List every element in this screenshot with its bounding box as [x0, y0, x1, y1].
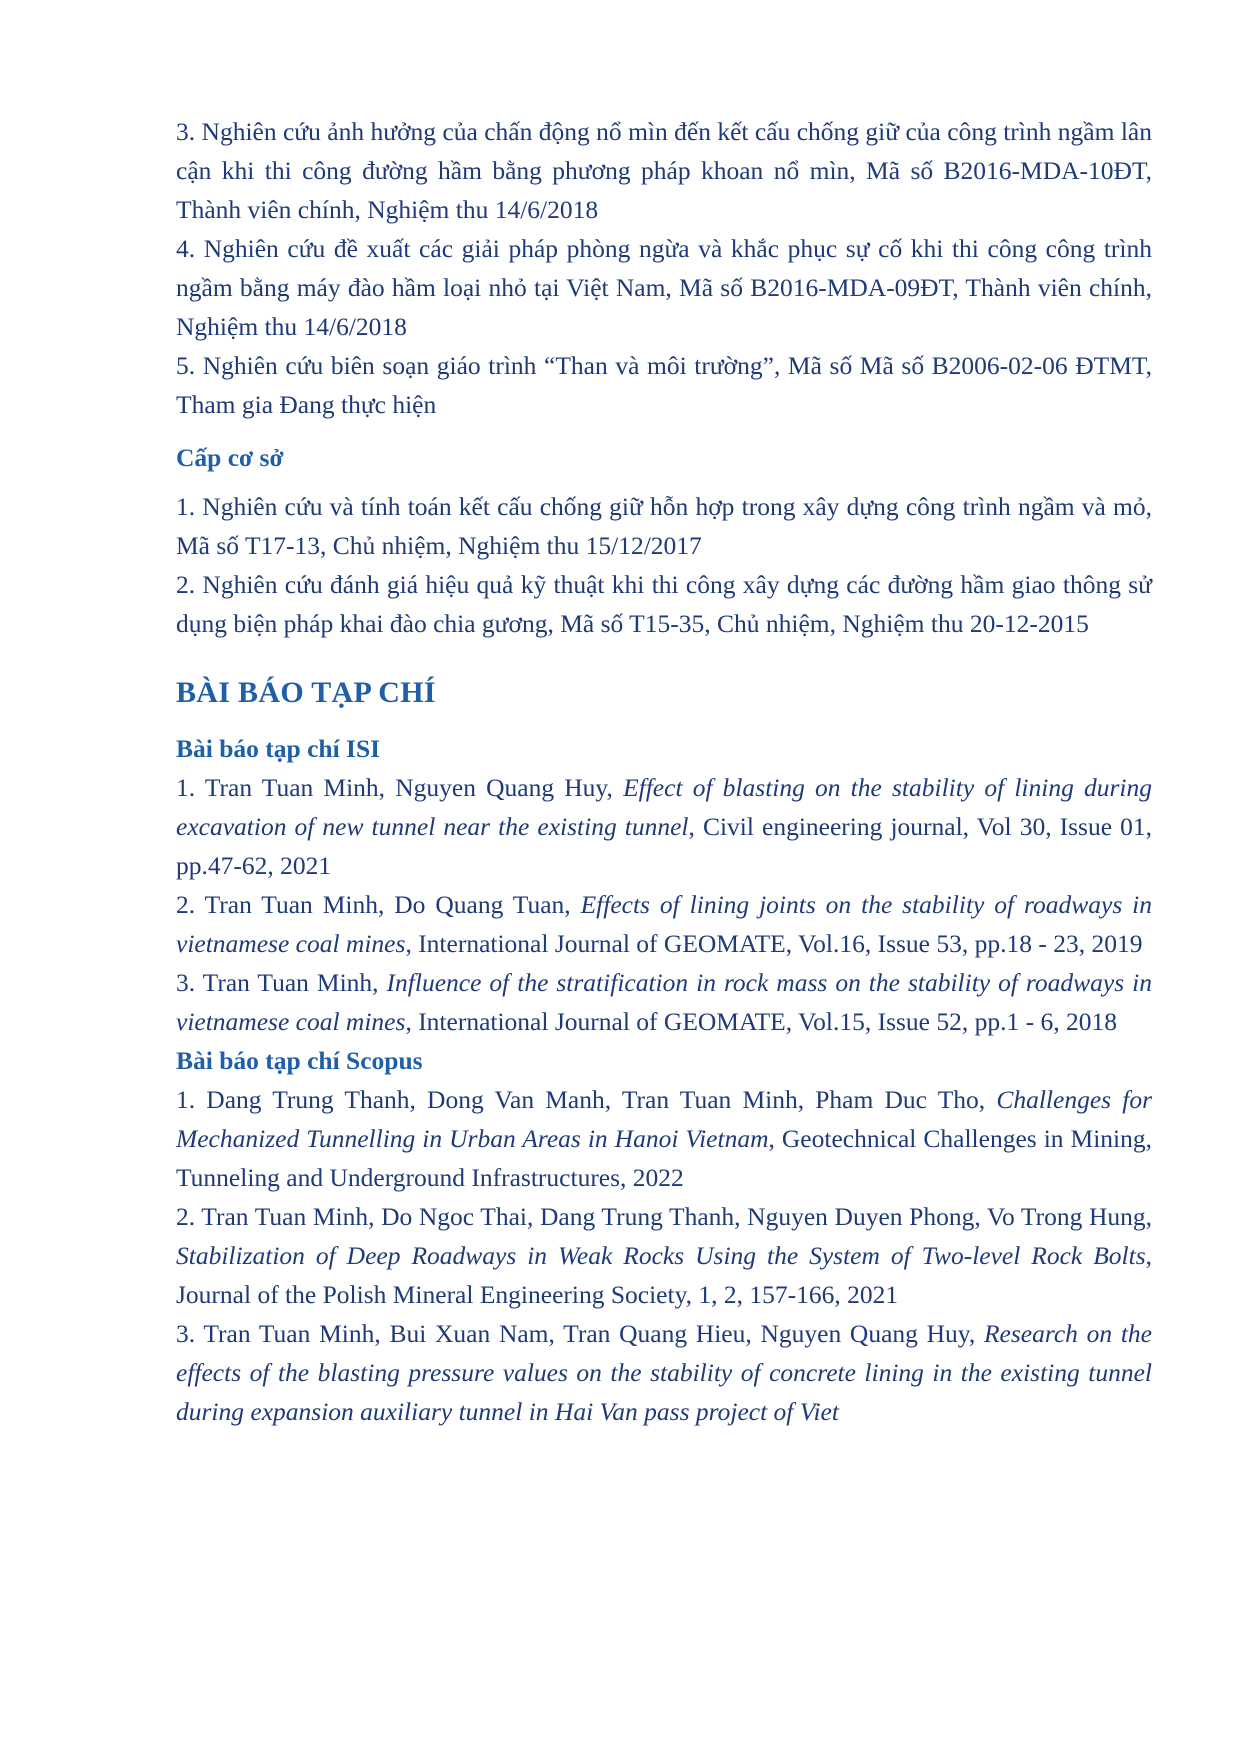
article-venue: , Journal of the Polish Mineral Engineering Society, 1, 2, 157-166, 2021: [176, 1241, 1152, 1309]
article-venue: , Geotechnical Challenges in Mining, Tunneling and Underground Infrastructures, 2022: [176, 1124, 1152, 1192]
article-title: Influence of the stratification in rock mass on the stability of roadways in vietnamese coal mines: [176, 968, 1152, 1036]
project-item-3: 3. Nghiên cứu ảnh hưởng của chấn động nổ mìn đến kết cấu chống giữ của công trình ngầm lân cận khi thi công đường hầm bằng phương pháp khoan nổ mìn, Mã số B2016-MDA-10ĐT, Thành viên chính, Nghiệm thu 14/6/2018: [176, 117, 1152, 224]
article-title: Effects of lining joints on the stability of roadways in vietnamese coal mines: [176, 890, 1153, 958]
journal-articles-heading: BÀI BÁO TẠP CHÍ: [176, 676, 436, 709]
article-authors: 3. Tran Tuan Minh, Bui Xuan Nam, Tran Quang Hieu, Nguyen Quang Huy,: [176, 1319, 984, 1348]
article-authors: 1. Dang Trung Thanh, Dong Van Manh, Tran Tuan Minh, Pham Duc Tho,: [176, 1085, 997, 1114]
article-title: Challenges for Mechanized Tunnelling in Urban Areas in Hanoi Vietnam: [176, 1085, 1152, 1153]
isi-article-1: [176, 768, 1152, 885]
scopus-article-1: [176, 1080, 1152, 1197]
isi-heading: Bài báo tạp chí ISI: [176, 734, 381, 763]
project-item-4: 4. Nghiên cứu đề xuất các giải pháp phòng ngừa và khắc phục sự cố khi thi công công trình ngầm bằng máy đào hầm loại nhỏ tại Việt Nam, Mã số B2016-MDA-09ĐT, Thành viên chính, Nghiệm thu 14/6/2018: [176, 234, 1152, 341]
scopus-heading: Bài báo tạp chí Scopus: [176, 1046, 423, 1075]
project-item-5: 5. Nghiên cứu biên soạn giáo trình “Than và môi trường”, Mã số Mã số B2006-02-06 ĐTMT, Tham gia Đang thực hiện: [176, 351, 1152, 419]
base-project-item-1: 1. Nghiên cứu và tính toán kết cấu chống giữ hỗn hợp trong xây dựng công trình ngầm và mỏ, Mã số T17-13, Chủ nhiệm, Nghiệm thu 15/12/2017: [176, 492, 1152, 560]
article-venue: , Civil engineering journal, Vol 30, Issue 01, pp.47-62, 2021: [176, 812, 1152, 880]
article-title: Stabilization of Deep Roadways in Weak Rocks Using the System of Two-level Rock Bolts: [176, 1241, 1146, 1270]
article-venue: , International Journal of GEOMATE, Vol.15, Issue 52, pp.1 - 6, 2018: [405, 1007, 1117, 1036]
article-authors: 3. Tran Tuan Minh,: [176, 968, 387, 997]
article-authors: 2. Tran Tuan Minh, Do Quang Tuan,: [176, 890, 581, 919]
article-authors: 1. Tran Tuan Minh, Nguyen Quang Huy,: [176, 773, 624, 802]
document-page: [176, 112, 1152, 1431]
isi-article-2: [176, 885, 1152, 963]
article-authors: 2. Tran Tuan Minh, Do Ngoc Thai, Dang Trung Thanh, Nguyen Duyen Phong, Vo Trong Hung,: [176, 1202, 1152, 1231]
article-title: Effect of blasting on the stability of lining during excavation of new tunnel near the existing tunnel: [176, 773, 1152, 841]
scopus-article-2: [176, 1197, 1152, 1314]
base-level-heading: Cấp cơ sở: [176, 443, 284, 472]
scopus-article-3: [176, 1314, 1152, 1431]
base-project-item-2: 2. Nghiên cứu đánh giá hiệu quả kỹ thuật khi thi công xây dựng các đường hầm giao thông sử dụng biện pháp khai đào chia gương, Mã số T15-35, Chủ nhiệm, Nghiệm thu 20-12-2015: [176, 570, 1152, 638]
article-venue: , International Journal of GEOMATE, Vol.16, Issue 53, pp.18 - 23, 2019: [405, 929, 1143, 958]
article-title: Research on the effects of the blasting pressure values on the stability of concrete lining in the existing tunnel during expansion auxiliary tunnel in Hai Van pass project of Viet: [176, 1319, 1152, 1426]
isi-article-3: [176, 963, 1152, 1041]
